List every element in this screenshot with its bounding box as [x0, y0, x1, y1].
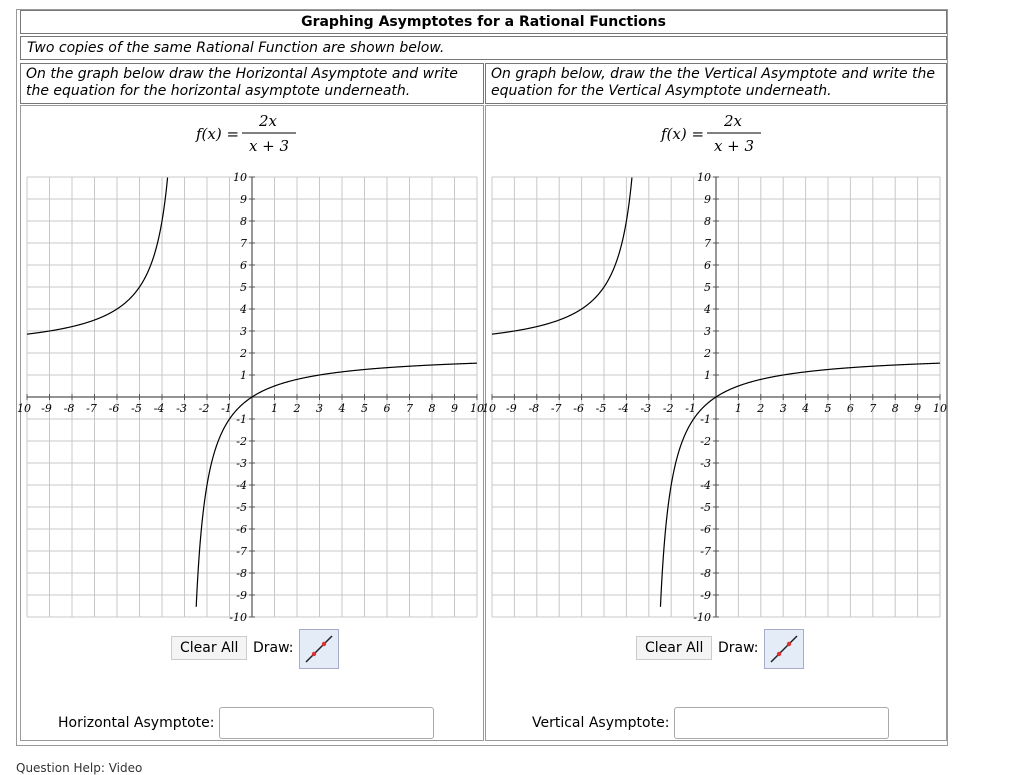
- x-tick-label: -8: [528, 402, 540, 415]
- intro-text: Two copies of the same Rational Function are shown below.: [20, 36, 947, 60]
- left-clear-all-button[interactable]: Clear All: [171, 636, 247, 660]
- x-tick-label: -9: [41, 402, 52, 415]
- y-tick-label: 6: [704, 259, 711, 272]
- page-title: Graphing Asymptotes for a Rational Functions: [20, 10, 947, 34]
- y-tick-label: 8: [704, 215, 711, 228]
- x-tick-label: -3: [176, 402, 187, 415]
- y-tick-label: -7: [700, 545, 711, 558]
- y-tick-label: -6: [700, 523, 711, 536]
- function-denominator: x + 3: [713, 137, 755, 155]
- right-line-tool-button[interactable]: [764, 629, 804, 669]
- y-tick-label: 4: [240, 303, 247, 316]
- y-tick-label: -9: [700, 589, 711, 602]
- function-numerator: 2x: [723, 112, 743, 130]
- function-lhs: f(x) =: [196, 125, 240, 143]
- x-tick-label: -1: [685, 402, 696, 415]
- x-tick-label: -7: [550, 402, 562, 415]
- x-tick-label: -5: [131, 402, 142, 415]
- left-graph-panel: [17, 105, 484, 741]
- y-tick-label: 1: [240, 369, 247, 382]
- y-tick-label: 10: [233, 171, 247, 184]
- y-tick-label: 3: [704, 325, 711, 338]
- vertical-asymptote-input[interactable]: [674, 707, 889, 739]
- x-tick-label: 7: [406, 402, 413, 415]
- x-tick-label: 7: [869, 402, 877, 415]
- x-tick-label: 4: [338, 402, 346, 415]
- x-tick-label: -9: [506, 402, 517, 415]
- x-tick-label: 1: [271, 402, 278, 415]
- x-tick-label: 8: [891, 402, 899, 415]
- line-tool-icon: [765, 630, 803, 668]
- x-tick-label: -2: [662, 402, 674, 415]
- left-draw-label: Draw:: [253, 640, 294, 656]
- x-tick-label: 2: [757, 402, 765, 415]
- x-tick-label: 10: [482, 402, 496, 415]
- vertical-asymptote-label: Vertical Asymptote:: [532, 715, 670, 731]
- x-tick-label: -4: [153, 402, 165, 415]
- y-tick-label: 6: [240, 259, 247, 272]
- y-tick-label: 5: [240, 281, 247, 294]
- right-clear-all-button[interactable]: Clear All: [636, 636, 712, 660]
- curve-left-branch: [492, 178, 632, 335]
- function-denominator: x + 3: [248, 137, 290, 155]
- x-tick-label: 4: [802, 402, 810, 415]
- horizontal-asymptote-label: Horizontal Asymptote:: [58, 715, 215, 731]
- horizontal-asymptote-input[interactable]: [219, 707, 434, 739]
- y-tick-label: 7: [240, 237, 247, 250]
- curve-left-branch: [27, 178, 168, 335]
- y-tick-label: 1: [704, 369, 711, 382]
- x-tick-label: 3: [316, 402, 323, 415]
- function-label: [660, 112, 761, 155]
- y-tick-label: -10: [693, 611, 711, 624]
- function-label: [195, 112, 296, 155]
- x-tick-label: 5: [824, 402, 832, 415]
- y-tick-label: -2: [700, 435, 711, 448]
- x-tick-label: 5: [361, 402, 368, 415]
- y-tick-label: 5: [704, 281, 711, 294]
- x-tick-label: -6: [108, 402, 120, 415]
- x-tick-label: -3: [640, 402, 652, 415]
- x-tick-label: 6: [846, 402, 854, 415]
- x-tick-label: 10: [470, 402, 484, 415]
- y-tick-label: 7: [704, 237, 711, 250]
- y-tick-label: -1: [236, 413, 247, 426]
- x-tick-label: 10: [17, 402, 31, 415]
- x-tick-label: -5: [595, 402, 607, 415]
- y-tick-label: -10: [229, 611, 247, 624]
- y-tick-label: -7: [236, 545, 247, 558]
- y-tick-label: -3: [700, 457, 711, 470]
- function-numerator: 2x: [258, 112, 278, 130]
- y-tick-label: 2: [704, 347, 711, 360]
- left-line-tool-button[interactable]: [299, 629, 339, 669]
- x-tick-label: 3: [779, 402, 787, 415]
- function-lhs: f(x) =: [661, 125, 705, 143]
- right-instruction: On graph below, draw the the Vertical Asymptote and write the equation for the Vertical Asymptote underneath.: [485, 63, 947, 104]
- right-graph[interactable]: [482, 106, 947, 626]
- line-tool-icon: [300, 630, 338, 668]
- y-tick-label: -8: [700, 567, 711, 580]
- right-graph-panel: [482, 105, 947, 741]
- y-tick-label: 2: [240, 347, 247, 360]
- x-tick-label: -4: [618, 402, 629, 415]
- y-tick-label: -4: [700, 479, 711, 492]
- y-tick-label: 9: [704, 193, 711, 206]
- x-tick-label: 10: [933, 402, 947, 415]
- x-tick-label: 9: [451, 402, 458, 415]
- x-tick-label: -1: [221, 402, 232, 415]
- y-tick-label: -3: [236, 457, 247, 470]
- y-tick-label: 3: [240, 325, 247, 338]
- left-graph[interactable]: [17, 106, 484, 626]
- y-tick-label: -9: [236, 589, 247, 602]
- y-tick-label: 8: [240, 215, 247, 228]
- x-tick-label: 1: [734, 402, 742, 415]
- y-tick-label: 4: [704, 303, 711, 316]
- x-tick-label: 8: [428, 402, 436, 415]
- question-help-footer: Question Help: Video: [16, 761, 143, 775]
- right-draw-label: Draw:: [718, 640, 759, 656]
- x-tick-label: -8: [63, 402, 75, 415]
- y-tick-label: -5: [700, 501, 711, 514]
- x-tick-label: -2: [198, 402, 210, 415]
- y-tick-label: -8: [236, 567, 247, 580]
- y-tick-label: 10: [697, 171, 711, 184]
- x-tick-label: 9: [914, 402, 922, 415]
- y-tick-label: -1: [700, 413, 711, 426]
- y-tick-label: -4: [236, 479, 247, 492]
- x-tick-label: -7: [86, 402, 97, 415]
- x-tick-label: -6: [573, 402, 584, 415]
- left-instruction: On the graph below draw the Horizontal Asymptote and write the equation for the horizontal asymptote underneath.: [20, 63, 484, 104]
- y-tick-label: -5: [236, 501, 247, 514]
- y-tick-label: 9: [240, 193, 247, 206]
- x-tick-label: 6: [383, 402, 391, 415]
- y-tick-label: -6: [236, 523, 247, 536]
- y-tick-label: -2: [236, 435, 247, 448]
- x-tick-label: 2: [293, 402, 301, 415]
